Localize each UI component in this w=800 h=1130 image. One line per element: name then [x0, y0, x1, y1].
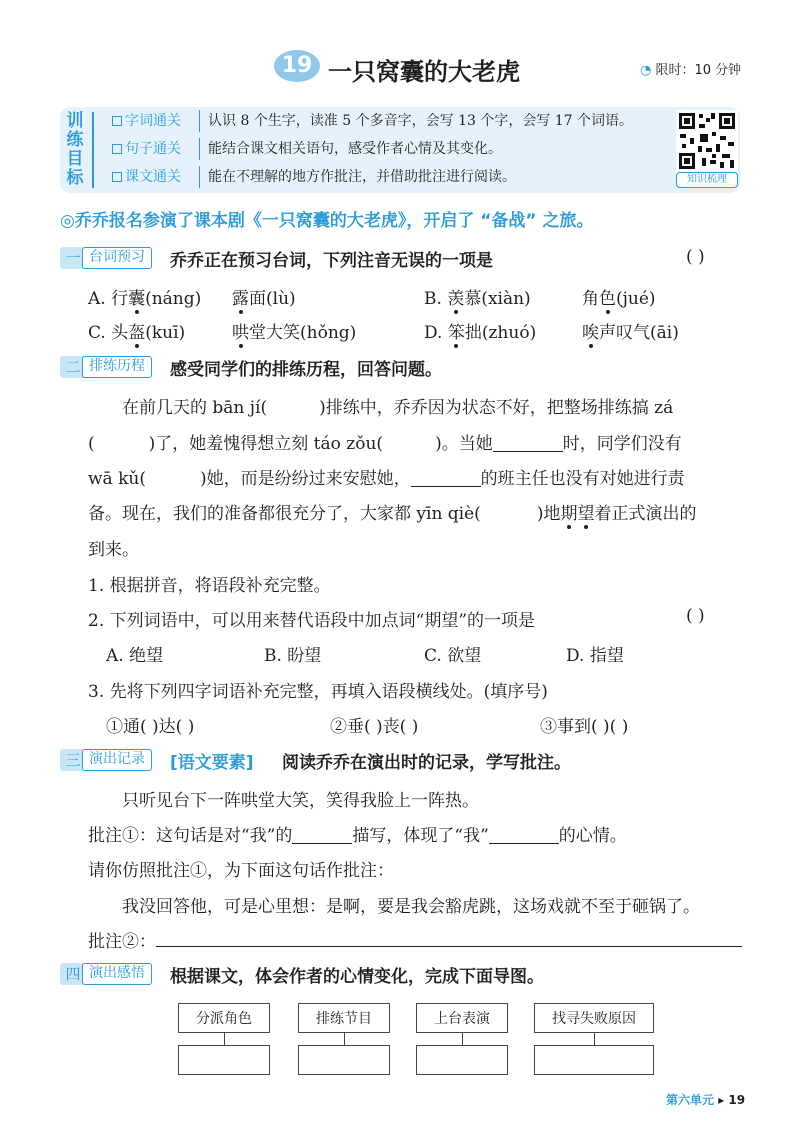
page-number: 19 — [728, 1093, 746, 1107]
quote-2: 我没回答他，可是心里想：是啊，要是我会豁虎跳，这场戏就不至于砸锅了。 — [122, 897, 700, 917]
goal-row: 句子通关 能结合课文相关语句，感受作者心情及其变化。 — [112, 138, 502, 160]
intro-text: ◎乔乔报名参演了课本剧《一只窝囊的大老虎》，开启了 “备战” 之旅。 — [60, 211, 594, 231]
connector — [462, 1033, 463, 1045]
paragraph-line-3: wā kǔ( )她，而是纷纷过来安慰她， 的班主任也没有对她进行责 — [88, 469, 685, 489]
q2-option-d[interactable]: D. 指望 — [566, 646, 624, 666]
connector — [594, 1033, 595, 1045]
section-3-number: 三 — [60, 749, 86, 771]
option-c[interactable]: C. 头盔(kuī) — [88, 323, 186, 343]
question-3: 3. 先将下列四字词语补充完整，再填入语段横线处。(填序号) — [88, 682, 548, 702]
section-1-title: 乔乔正在预习台词，下列注音无误的一项是 — [170, 251, 493, 271]
mindmap-answer-box[interactable] — [534, 1045, 654, 1075]
annotation-1: 批注①：这句话是对“我”的 描写，体现了“我” 的心情。 — [88, 826, 627, 846]
q3-item-1[interactable]: ①通( )达( ) — [106, 717, 195, 737]
q2-option-a[interactable]: A. 绝望 — [106, 646, 164, 666]
section-1-tag: 台词预习 — [82, 247, 152, 269]
question-2: 2. 下列词语中，可以用来替代语段中加点词“期望”的一项是 — [88, 611, 536, 631]
mindmap-box-perform: 上台表演 — [416, 1003, 508, 1033]
goal-row: 课文通关 能在不理解的地方作批注，并借助批注进行阅读。 — [112, 166, 516, 188]
option-d[interactable]: D. 笨拙(zhuó) — [424, 323, 537, 343]
time-limit: ◔ 限时：10 分钟 — [640, 63, 742, 78]
lesson-title: 一只窝囊的大老虎 — [328, 58, 520, 86]
goals-label: 训练目标 — [66, 111, 84, 188]
option-d-word2: 唉声叹气(āi) — [582, 323, 679, 343]
instruction: 请你仿照批注①，为下面这句话作批注： — [88, 861, 394, 881]
section-4-tag: 演出感悟 — [82, 963, 152, 985]
paragraph-line-1: 在前几天的 bān jí( )排练中，乔乔因为状态不好，把整场排练搞 zá — [122, 398, 674, 418]
mindmap-answer-box[interactable] — [298, 1045, 390, 1075]
mindmap-box-assign-roles: 分派角色 — [178, 1003, 270, 1033]
section-3-title: 阅读乔乔在演出时的记录，学写批注。 — [282, 753, 571, 773]
quote-1: 只听见台下一阵哄堂大笑，笑得我脸上一阵热。 — [122, 791, 479, 811]
paragraph-line-2: ( )了，她羞愧得想立刻 táo zǒu( )。当她 时，同学们没有 — [88, 434, 682, 454]
q2-option-c[interactable]: C. 欲望 — [424, 646, 482, 666]
checkbox-icon — [112, 116, 122, 126]
answer-paren[interactable]: ( ) — [686, 606, 705, 626]
section-3-tag: 演出记录 — [82, 749, 152, 771]
blank-line[interactable] — [292, 826, 352, 844]
section-4-title: 根据课文，体会作者的心情变化，完成下面导图。 — [170, 967, 544, 987]
mindmap-box-find-reason: 找寻失败原因 — [534, 1003, 654, 1033]
paragraph-line-4: 备。现在，我们的准备都很充分了，大家都 yīn qiè( )地期望着正式演出的 — [88, 504, 697, 524]
goals-divider — [92, 112, 94, 188]
checkbox-icon — [112, 172, 122, 182]
clock-icon: ◔ — [640, 63, 652, 78]
mindmap-answer-box[interactable] — [416, 1045, 508, 1075]
page-footer — [666, 1091, 745, 1108]
annotation-2-label: 批注②： — [88, 932, 156, 952]
connector — [224, 1033, 225, 1045]
section-3-element-tag: [语文要素] — [170, 753, 254, 773]
blank-line[interactable] — [489, 826, 559, 844]
option-a-word2: 露面(lù) — [232, 289, 296, 309]
answer-paren[interactable]: ( ) — [686, 247, 705, 267]
checkbox-icon — [112, 144, 122, 154]
section-4-number: 四 — [60, 963, 86, 985]
option-a[interactable]: A. 行囊(náng) — [88, 289, 202, 309]
option-b[interactable]: B. 羡慕(xiàn) — [424, 289, 531, 309]
connector — [344, 1033, 345, 1045]
lesson-number-badge: 19 — [274, 50, 320, 82]
option-b-word2: 角色(jué) — [582, 289, 656, 309]
section-2-title: 感受同学们的排练历程，回答问题。 — [170, 360, 442, 380]
section-2-tag: 排练历程 — [82, 356, 152, 378]
option-c-word2: 哄堂大笑(hǒng) — [232, 323, 357, 343]
q3-item-3[interactable]: ③事到( )( ) — [540, 717, 629, 737]
section-2-number: 二 — [60, 356, 86, 378]
goal-row: 字词通关 认识 8 个生字，读准 5 个多音字，会写 13 个字，会写 17 个词语。 — [112, 110, 633, 132]
paragraph-line-5: 到来。 — [88, 540, 139, 560]
qr-label: 知识梳理 — [676, 172, 738, 188]
qr-code-icon[interactable] — [676, 110, 738, 172]
section-1-number: 一 — [60, 247, 86, 269]
mindmap-box-rehearse: 排练节目 — [298, 1003, 390, 1033]
blank-line[interactable] — [411, 469, 481, 487]
unit-label: 第六单元 — [666, 1093, 715, 1107]
blank-line[interactable] — [493, 434, 563, 452]
annotation-2-answer-line[interactable] — [156, 946, 742, 947]
q3-item-2[interactable]: ②垂( )丧( ) — [330, 717, 419, 737]
chevron-right-icon: ▸ — [718, 1093, 725, 1107]
question-1: 1. 根据拼音，将语段补充完整。 — [88, 576, 331, 596]
mindmap-answer-box[interactable] — [178, 1045, 270, 1075]
q2-option-b[interactable]: B. 盼望 — [264, 646, 322, 666]
